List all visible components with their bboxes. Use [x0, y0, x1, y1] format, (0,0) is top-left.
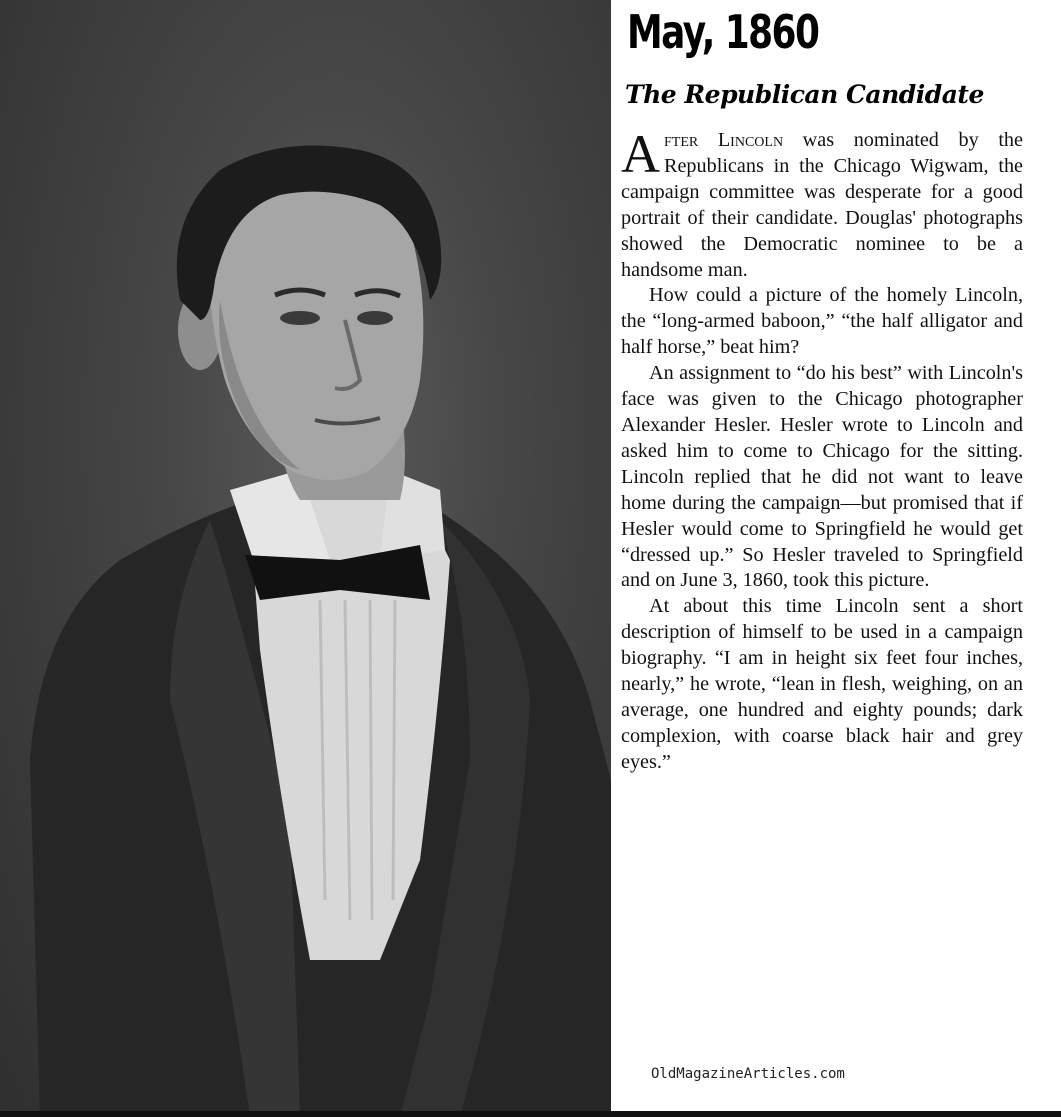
paragraph-1-lead: fter Lincoln	[664, 129, 784, 151]
paragraph-1	[621, 124, 1023, 283]
right-eye	[357, 311, 393, 325]
drop-cap: A	[621, 124, 660, 184]
paragraph-3: An assignment to “do his best” with Lincoln's face was given to the Chicago photographer Alexander Hesler. Hesler wrote to Lincoln and asked him to come to Chicago for the sitting. Lincoln replied that he did not want to leave home during the campaign—but promised that if Hesler would come to Springfield he would get “dressed up.” So Hesler traveled to Springfield and on June 3, 1860, took this picture.	[621, 362, 1023, 592]
article-column	[611, 0, 1061, 1117]
paragraph-1-text: was nominated by the Republicans in the Chicago Wigwam, the campaign committee was desperate for a good portrait of their candidate. Douglas' photographs showed the Democratic nominee to be a handsome man.	[621, 129, 1023, 281]
article-body	[621, 124, 1023, 776]
left-eye	[280, 311, 320, 325]
source-credit: OldMagazineArticles.com	[651, 1066, 845, 1082]
paragraph-4: At about this time Lincoln sent a short description of himself to be used in a campaign biography. “I am in height six feet four inches, nearly,” he wrote, “lean in flesh, weighing, on an average, one hundred and eighty pounds; dark complexion, with coarse black hair and grey eyes.”	[621, 595, 1023, 773]
subhead-title: The Republican Candidate	[625, 80, 984, 109]
headline-date: May, 1860	[627, 5, 819, 59]
paragraph-2: How could a picture of the homely Lincoln, the “long-armed baboon,” “the half alligator and half horse,” beat him?	[621, 284, 1023, 359]
bottom-border	[0, 1111, 1061, 1117]
